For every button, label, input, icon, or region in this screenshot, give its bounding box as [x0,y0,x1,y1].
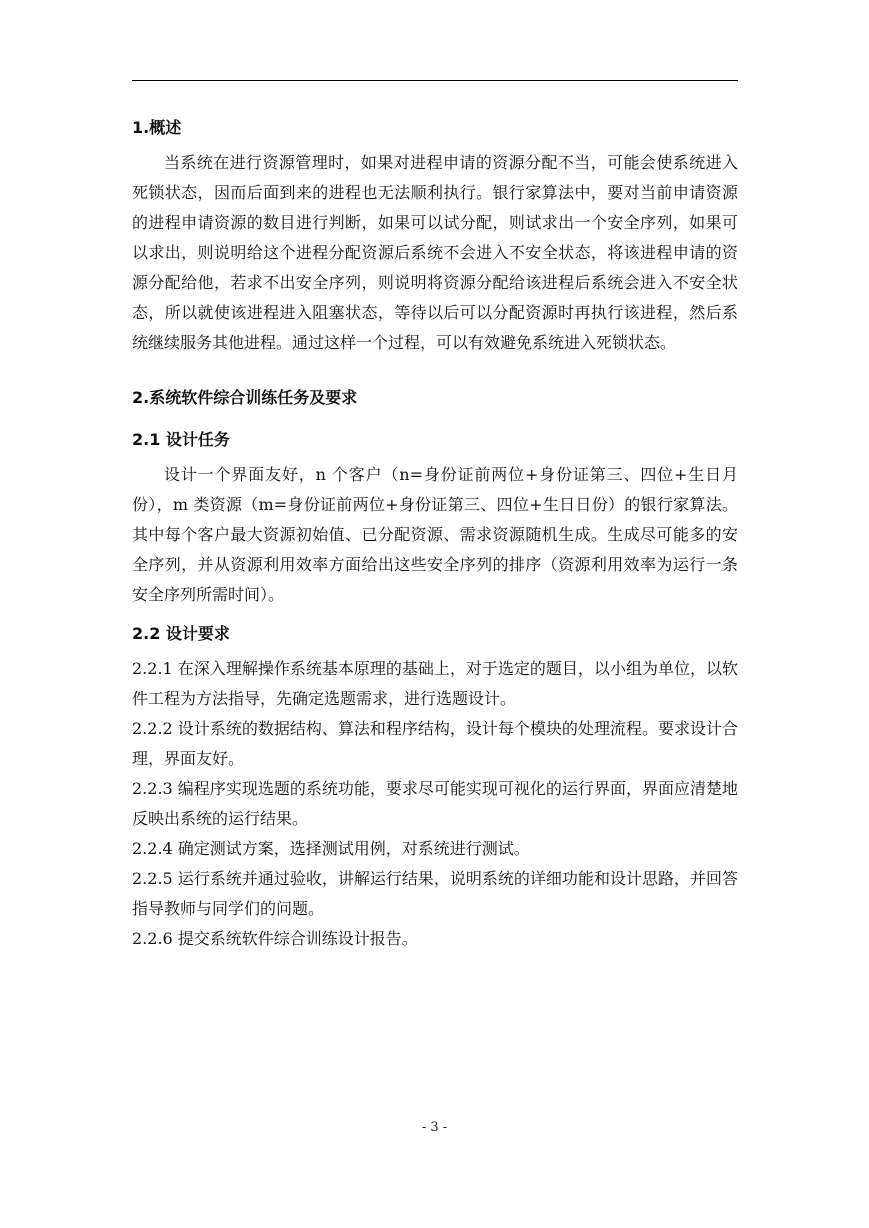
page-number: - 3 - [421,1120,448,1135]
requirement-item: 2.2.6 提交系统软件综合训练设计报告。 [132,929,418,948]
section-2-heading: 2.系统软件综合训练任务及要求 [132,388,358,407]
section-1-paragraph: 当系统在进行资源管理时，如果对进程申请的资源分配不当，可能会使系统进入死锁状态，因而后面到来的进程也无法顺利执行。银行家算法中，要对当前申请资源的进程申请资源的数目进行判断，如果可以试分配，则试求出一个安全序列，如果可以求出，则说明给这个进程分配资源后系统不会进入不安全状态，将该进程申请的资源分配给他，若求不出安全序列，则说明将资源分配给该进程后系统会进入不安全状态，所以就使该进程进入阻塞状态，等待以后可以分配资源时再执行该进程，然后系统继续服务其他进程。通过这样一个过程，可以有效避免系统进入死锁状态。 [132,153,738,352]
requirement-item: 2.2.1 在深入理解操作系统基本原理的基础上，对于选定的题目，以小组为单位，以软件工程为方法指导，先确定选题需求，进行选题设计。 [132,659,738,708]
section-1-heading: 1.概述 [132,118,182,137]
section-2-1-paragraph: 设计一个界面友好，n 个客户（n=身份证前两位+身份证第三、四位+生日月份），m 类资源（m=身份证前两位+身份证第三、四位+生日日份）的银行家算法。其中每个客户最大资源初始值、已分配资源、需求资源随机生成。生成尽可能多的安全序列，并从资源利用效率方面给出这些安全序列的排序（资源利用效率为运行一条安全序列所需时间）。 [132,465,738,604]
section-2-1-heading: 2.1 设计任务 [132,430,230,449]
header-rule [132,80,738,81]
requirement-item: 2.2.2 设计系统的数据结构、算法和程序结构，设计每个模块的处理流程。要求设计合理，界面友好。 [132,719,738,768]
page-content [132,110,738,954]
requirement-item: 2.2.5 运行系统并通过验收，讲解运行结果，说明系统的详细功能和设计思路，并回答指导教师与同学们的问题。 [132,869,738,918]
requirement-item: 2.2.3 编程序实现选题的系统功能，要求尽可能实现可视化的运行界面，界面应清楚地反映出系统的运行结果。 [132,779,738,828]
section-2-2-heading: 2.2 设计要求 [132,624,230,643]
requirement-item: 2.2.4 确定测试方案，选择测试用例，对系统进行测试。 [132,839,530,858]
